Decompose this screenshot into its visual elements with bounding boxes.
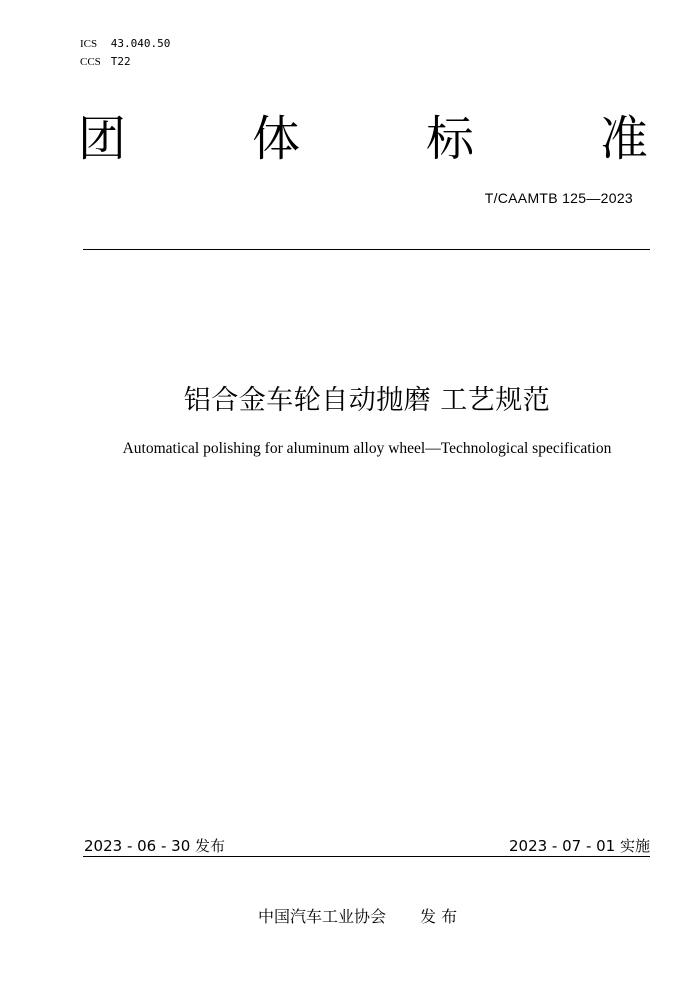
document-title-en: Automatical polishing for aluminum alloy wheel—Technological specification bbox=[122, 440, 612, 457]
publisher-name: 中国汽车工业协会 bbox=[258, 907, 387, 926]
ics-code: 43.040.50 bbox=[110, 37, 171, 50]
publish-date: 2023 - 06 - 30 发布 bbox=[84, 837, 226, 855]
ccs-code: T22 bbox=[110, 55, 131, 68]
implement-date: 2023 - 07 - 01 实施 bbox=[508, 837, 650, 855]
standard-type-char: 标 bbox=[425, 111, 474, 167]
document-title-cn: 铝合金车轮自动抛磨 工艺规范 bbox=[183, 385, 551, 416]
ccs-label: CCS bbox=[80, 56, 101, 68]
classification-codes bbox=[80, 35, 170, 71]
standard-type-char: 团 bbox=[78, 111, 127, 167]
bottom-divider bbox=[83, 856, 650, 857]
standard-type-char: 体 bbox=[251, 111, 300, 167]
ccs-row bbox=[80, 53, 170, 71]
standard-number: T/CAAMTB 125—2023 bbox=[484, 190, 633, 206]
standard-type-char: 准 bbox=[599, 111, 648, 167]
top-divider bbox=[83, 249, 650, 250]
ics-label: ICS bbox=[80, 38, 98, 50]
publish-word: 发 布 bbox=[420, 907, 458, 926]
standard-type-title bbox=[78, 108, 648, 170]
ics-row bbox=[80, 35, 170, 53]
publisher-line bbox=[258, 904, 457, 927]
